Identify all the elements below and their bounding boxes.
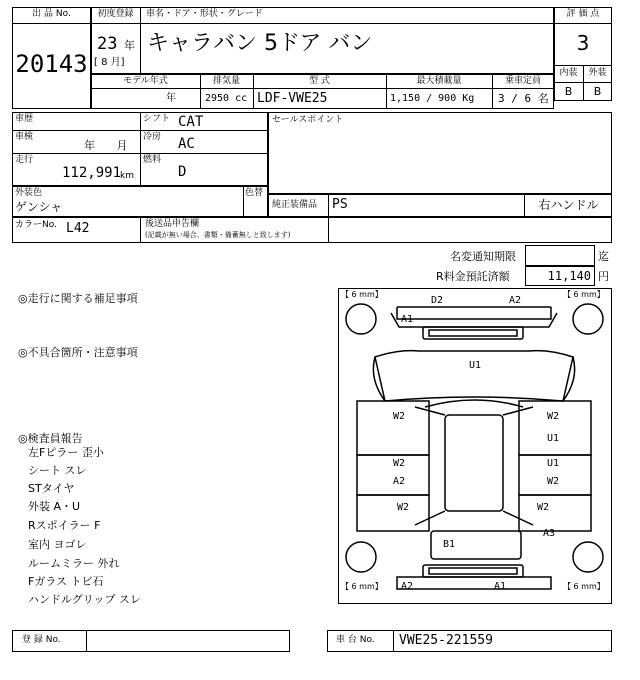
tire-depth-front-left: 【 6 mm】 — [341, 290, 383, 299]
shift: CAT — [178, 114, 204, 130]
tire-rear-right — [573, 542, 603, 572]
tire-depth-rear-left: 【 6 mm】 — [341, 582, 383, 591]
car-name: キャラバン 5ドア バン — [147, 31, 373, 56]
chassis-number: VWE25-221559 — [399, 633, 493, 648]
first-registration-year: 23 — [97, 34, 118, 54]
model-code: LDF-VWE25 — [257, 91, 328, 106]
recycle-fee-label: R料金預託済額 — [436, 270, 510, 283]
damage-mark: B1 — [443, 539, 456, 550]
first-registration-label: 初度登録 — [97, 9, 134, 19]
notice-deadline-unit: 迄 — [598, 250, 609, 263]
damage-mark: D2 — [431, 295, 444, 306]
report-line: STタイヤ — [28, 482, 75, 495]
aircon: AC — [178, 136, 195, 152]
report-line: 室内 ヨゴレ — [28, 538, 87, 551]
mileage-label: 走行 — [15, 155, 34, 165]
mileage-unit: km — [120, 171, 134, 181]
fuel: D — [178, 164, 187, 180]
max-load-label: 最大積載量 — [416, 76, 462, 86]
aircon-label: 冷房 — [143, 132, 162, 142]
equipment: PS — [332, 197, 348, 212]
exterior-grade: B — [593, 85, 602, 98]
tire-depth-rear-right: 【 6 mm】 — [563, 582, 605, 591]
damage-mark: W2 — [547, 476, 560, 487]
report-line: シート スレ — [28, 464, 87, 477]
damage-mark: A1 — [401, 314, 414, 325]
overall-grade: 3 — [576, 31, 590, 55]
sales-point-label: セールスポイント — [272, 115, 344, 125]
color-change-label: 色替 — [245, 188, 264, 198]
damage-mark: A3 — [543, 528, 556, 539]
report-line: ハンドルグリップ スレ — [28, 593, 141, 606]
exterior-color-label: 外装色 — [15, 188, 43, 198]
report-line: 外装 A・U — [28, 500, 81, 513]
displacement: 2950 cc — [205, 93, 248, 104]
damage-mark: U1 — [469, 360, 482, 371]
color-number-box — [12, 217, 612, 243]
color-number: L42 — [66, 221, 90, 236]
capacity: 3 / 6 名 — [498, 92, 549, 105]
car-name-label: 車名・ドア・形状・グレード — [146, 9, 263, 19]
lot-number-label: 出 品 No. — [32, 9, 71, 19]
report-line: 左Fピラー 歪小 — [28, 446, 104, 459]
capacity-label: 乗車定員 — [504, 76, 541, 86]
inspection-value: 年 月 — [84, 139, 128, 152]
damage-mark: A2 — [509, 295, 522, 306]
inspection-label: 車検 — [15, 132, 34, 142]
color-number-label: カラーNo. — [15, 220, 57, 230]
max-load: 1,150 / 900 Kg — [390, 93, 475, 104]
model-year-label: モデル年式 — [123, 76, 168, 86]
tire-depth-front-right: 【 6 mm】 — [563, 290, 605, 299]
car-outline — [339, 289, 611, 603]
damage-mark: A1 — [494, 581, 507, 592]
report-line: Rスポイラー F — [28, 519, 101, 532]
recycle-fee: 11,140 — [547, 269, 591, 283]
chassis-number-label: 車 台 No. — [336, 635, 375, 645]
report-line: ルームミラー 外れ — [28, 557, 120, 570]
tire-rear-left — [346, 542, 376, 572]
damage-mark: A2 — [393, 476, 406, 487]
exterior-label: 外装 — [588, 68, 607, 78]
tire-front-left — [346, 304, 376, 334]
recycle-fee-unit: 円 — [598, 270, 609, 283]
car-diagram — [338, 288, 612, 604]
damage-mark: W2 — [537, 502, 550, 513]
damage-mark: W2 — [397, 502, 410, 513]
interior-label: 内装 — [559, 68, 578, 78]
notice-deadline-label: 名変通知期限 — [450, 250, 516, 263]
damage-mark: W2 — [393, 458, 406, 469]
history-label: 車歴 — [15, 114, 34, 124]
registration-number-label: 登 録 No. — [22, 635, 61, 645]
damage-mark: U1 — [547, 433, 560, 444]
inspector-report-label: ◎検査員報告 — [18, 432, 83, 445]
shift-label: シフト — [143, 114, 171, 124]
lot-number: 20143 — [15, 50, 88, 78]
report-line: Fガラス トビ石 — [28, 575, 104, 588]
supplement-label: ◎走行に関する補足事項 — [18, 292, 138, 305]
damage-mark: U1 — [547, 458, 560, 469]
damage-mark: W2 — [393, 411, 406, 422]
year-unit: 年 — [124, 39, 135, 52]
displacement-label: 排気量 — [212, 76, 240, 86]
notice-deadline-box — [525, 245, 595, 266]
fuel-label: 燃料 — [143, 155, 162, 165]
model-year-unit: 年 — [166, 93, 176, 104]
damage-mark: W2 — [547, 411, 560, 422]
interior-grade: B — [564, 85, 573, 98]
damage-mark: A2 — [401, 581, 414, 592]
mileage: 112,991 — [62, 165, 122, 181]
model-label: 型 式 — [309, 76, 330, 86]
first-registration-month: [ 8 月] — [94, 57, 125, 68]
tire-front-right — [573, 304, 603, 334]
documents-note: (記載が無い場合、書類・備蓄無しと致します) — [145, 231, 291, 239]
documents-label: 後送品申告欄 — [145, 219, 200, 229]
equipment-label: 純正装備品 — [272, 200, 318, 210]
steering-side: 右ハンドル — [538, 198, 599, 212]
grade-label: 評 価 点 — [566, 9, 600, 19]
defects-label: ◎不具合箇所・注意事項 — [18, 346, 138, 359]
exterior-color: ゲンシャ — [15, 200, 63, 214]
